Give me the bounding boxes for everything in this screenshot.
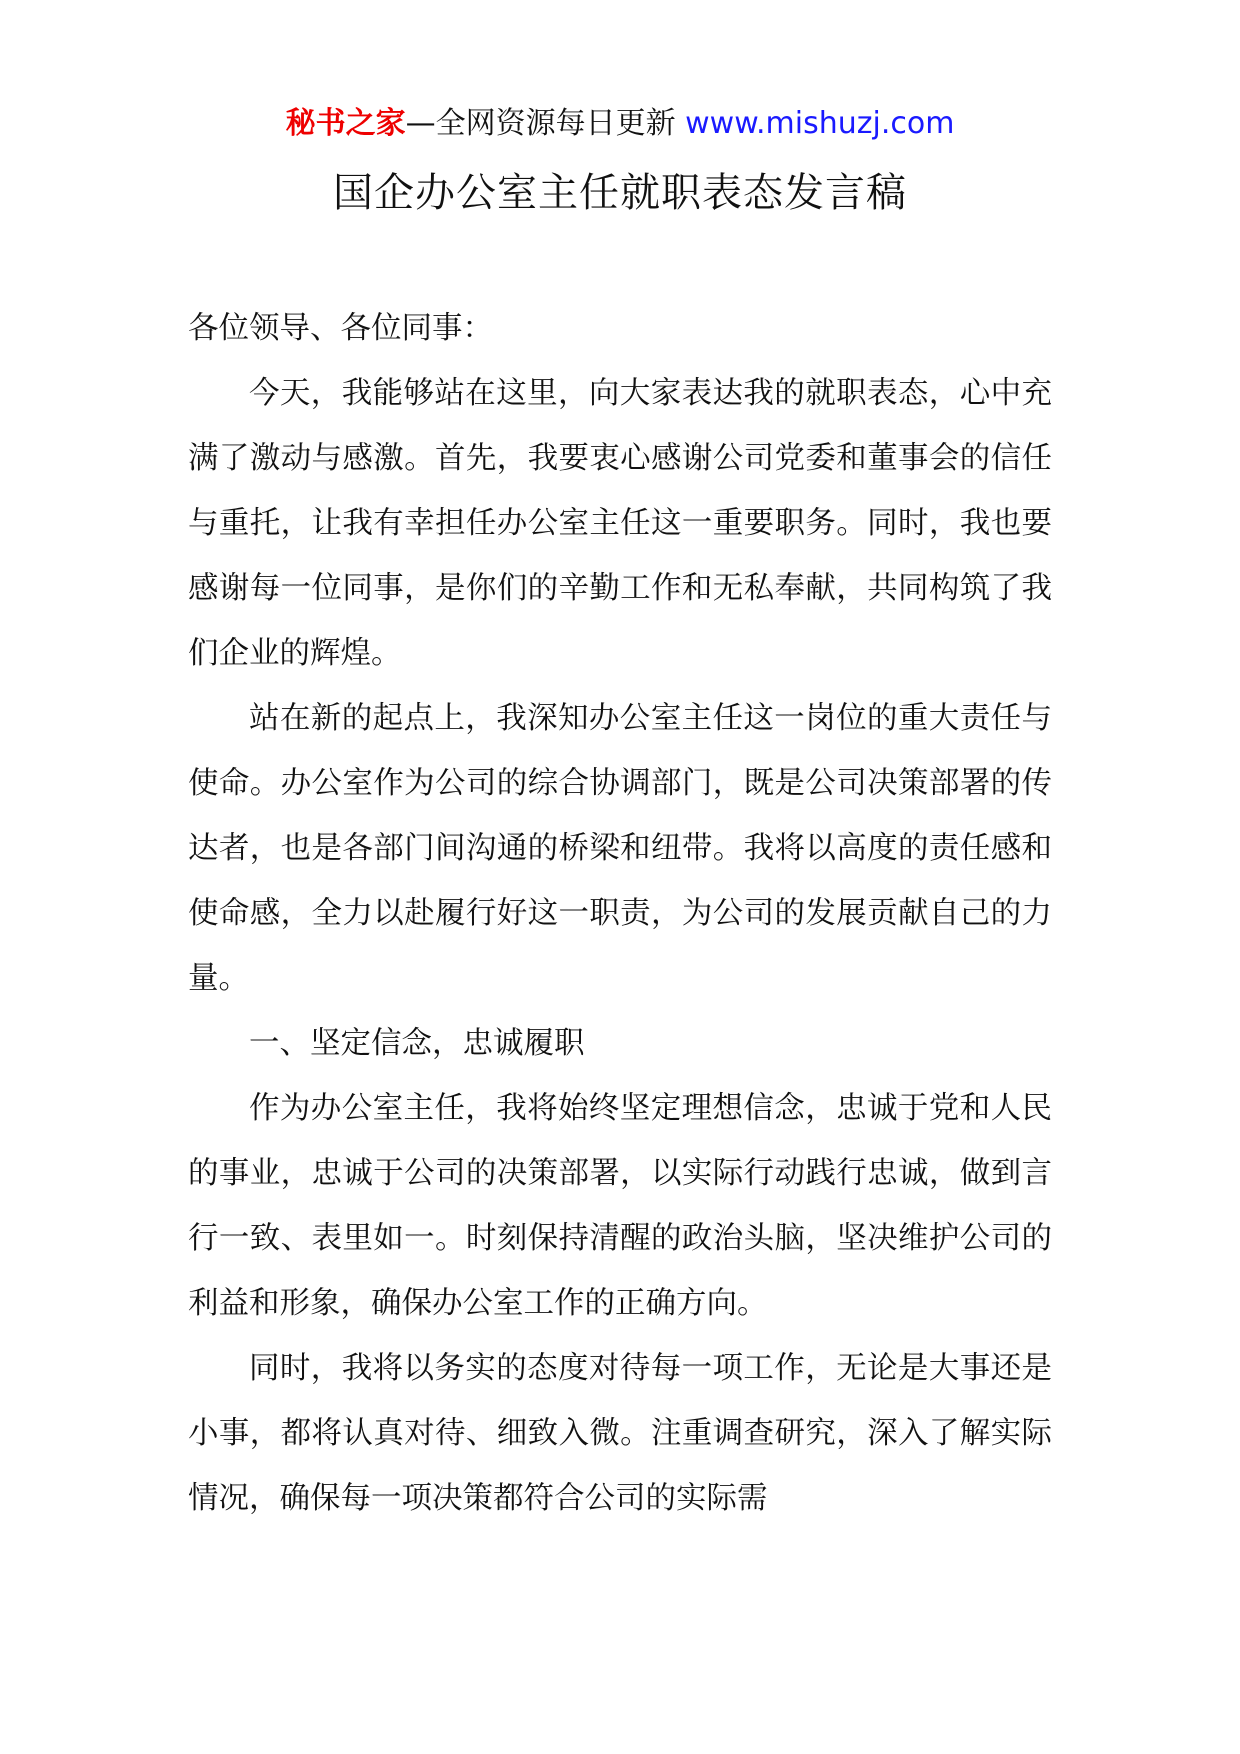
brand-name: 秘书之家 [285, 106, 406, 141]
site-url-link[interactable]: www.mishuzj.com [685, 106, 955, 141]
document-title: 国企办公室主任就职表态发言稿 [333, 170, 907, 216]
header-tagline: —全网资源每日更新 [405, 106, 686, 141]
header-banner [0, 104, 1240, 144]
paragraph: 作为办公室主任，我将始终坚定理想信念，忠诚于党和人民的事业，忠诚于公司的决策部署，以实际行动践行忠诚，做到言行一致、表里如一。时刻保持清醒的政治头脑，坚决维护公司的利益和形象，确保办公室工作的正确方向。 [188, 1091, 1052, 1321]
paragraph: 同时，我将以务实的态度对待每一项工作，无论是大事还是小事，都将认真对待、细致入微。注重调查研究，深入了解实际情况，确保每一项决策都符合公司的实际需 [188, 1351, 1052, 1516]
paragraph: 今天，我能够站在这里，向大家表达我的就职表态，心中充满了激动与感激。首先，我要衷心感谢公司党委和董事会的信任与重托，让我有幸担任办公室主任这一重要职务。同时，我也要感谢每一位同事，是你们的辛勤工作和无私奉献，共同构筑了我们企业的辉煌。 [188, 376, 1052, 671]
document-body [188, 296, 1052, 1531]
paragraph: 站在新的起点上，我深知办公室主任这一岗位的重大责任与使命。办公室作为公司的综合协调部门，既是公司决策部署的传达者，也是各部门间沟通的桥梁和纽带。我将以高度的责任感和使命感，全力以赴履行好这一职责，为公司的发展贡献自己的力量。 [188, 701, 1052, 996]
salutation: 各位领导、各位同事： [188, 311, 493, 346]
section-heading: 一、坚定信念，忠诚履职 [249, 1026, 585, 1061]
